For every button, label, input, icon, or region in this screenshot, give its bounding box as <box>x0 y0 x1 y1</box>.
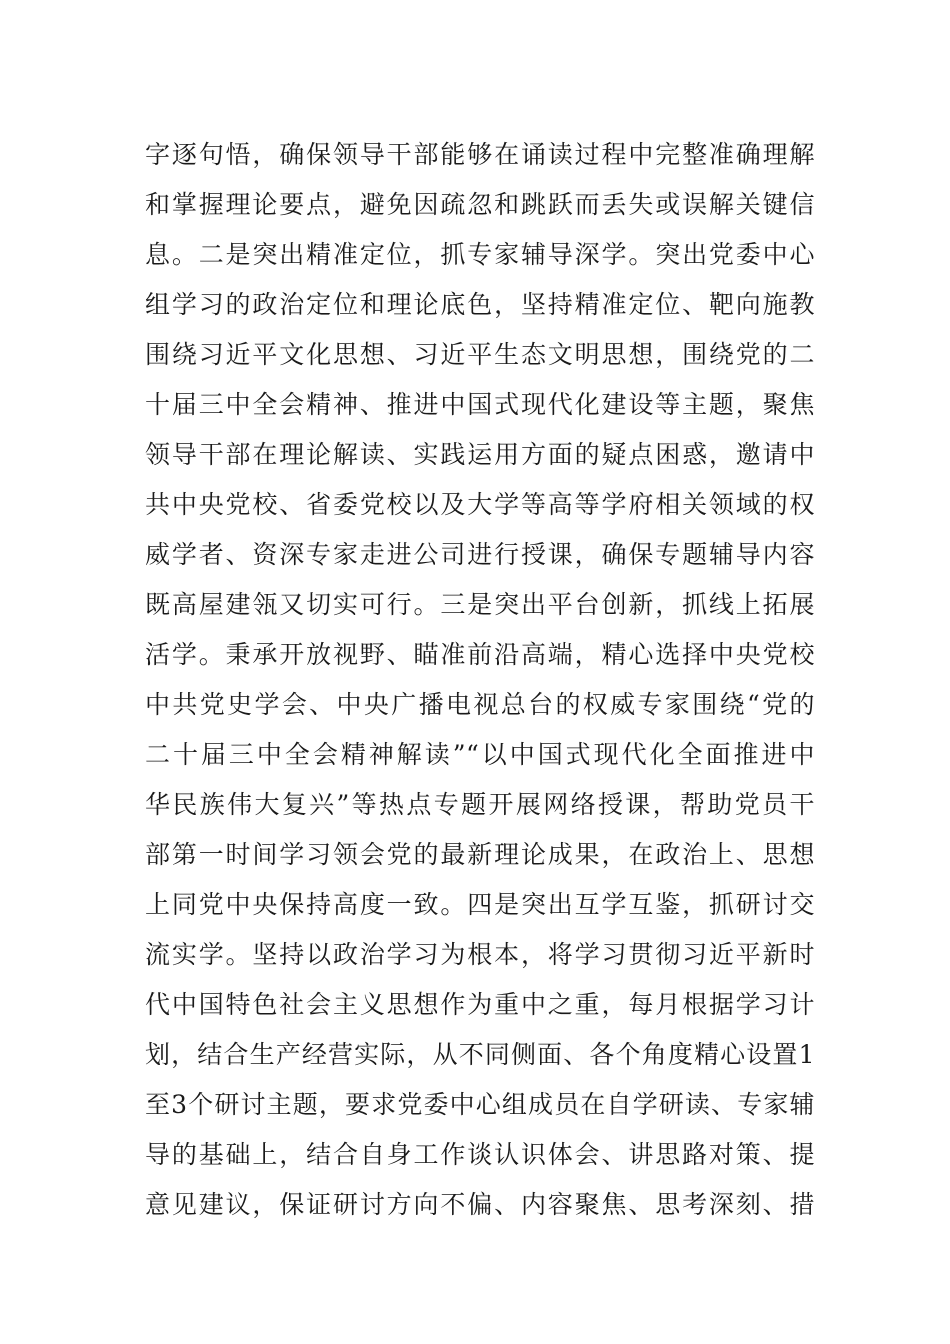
text-line: 划，结合生产经营实际，从不同侧面、各个角度精心设置1 <box>145 1040 815 1069</box>
text-line: 意见建议，保证研讨方向不偏、内容聚焦、思考深刻、措 <box>145 1190 815 1219</box>
text-line: 活学。秉承开放视野、瞄准前沿高端，精心选择中央党校 <box>145 640 815 669</box>
text-line: 十届三中全会精神、推进中国式现代化建设等主题，聚焦 <box>145 390 815 419</box>
text-line: 和掌握理论要点，避免因疏忽和跳跃而丢失或误解关键信 <box>145 190 815 219</box>
text-line: 息。二是突出精准定位，抓专家辅导深学。突出党委中心 <box>145 240 815 269</box>
body-paragraph <box>145 130 815 1230</box>
text-line: 代中国特色社会主义思想作为重中之重，每月根据学习计 <box>145 990 815 1019</box>
text-line: 中共党史学会、中央广播电视总台的权威专家围绕“党的 <box>145 690 815 719</box>
text-line: 导的基础上，结合自身工作谈认识体会、讲思路对策、提 <box>145 1140 815 1169</box>
text-line: 二十届三中全会精神解读”“以中国式现代化全面推进中 <box>145 740 815 769</box>
text-line: 围绕习近平文化思想、习近平生态文明思想，围绕党的二 <box>145 340 815 369</box>
text-line: 至3个研讨主题，要求党委中心组成员在自学研读、专家辅 <box>145 1090 815 1119</box>
text-line: 流实学。坚持以政治学习为根本，将学习贯彻习近平新时 <box>145 940 815 969</box>
text-line: 部第一时间学习领会党的最新理论成果，在政治上、思想 <box>145 840 815 869</box>
text-line: 华民族伟大复兴”等热点专题开展网络授课，帮助党员干 <box>145 790 815 819</box>
text-line: 威学者、资深专家走进公司进行授课，确保专题辅导内容 <box>145 540 815 569</box>
text-line: 共中央党校、省委党校以及大学等高等学府相关领域的权 <box>145 490 815 519</box>
text-line: 上同党中央保持高度一致。四是突出互学互鉴，抓研讨交 <box>145 890 815 919</box>
text-line: 字逐句悟，确保领导干部能够在诵读过程中完整准确理解 <box>145 140 815 169</box>
text-line: 既高屋建瓴又切实可行。三是突出平台创新，抓线上拓展 <box>145 590 815 619</box>
text-line: 组学习的政治定位和理论底色，坚持精准定位、靶向施教 <box>145 290 815 319</box>
text-line: 领导干部在理论解读、实践运用方面的疑点困惑，邀请中 <box>145 440 815 469</box>
